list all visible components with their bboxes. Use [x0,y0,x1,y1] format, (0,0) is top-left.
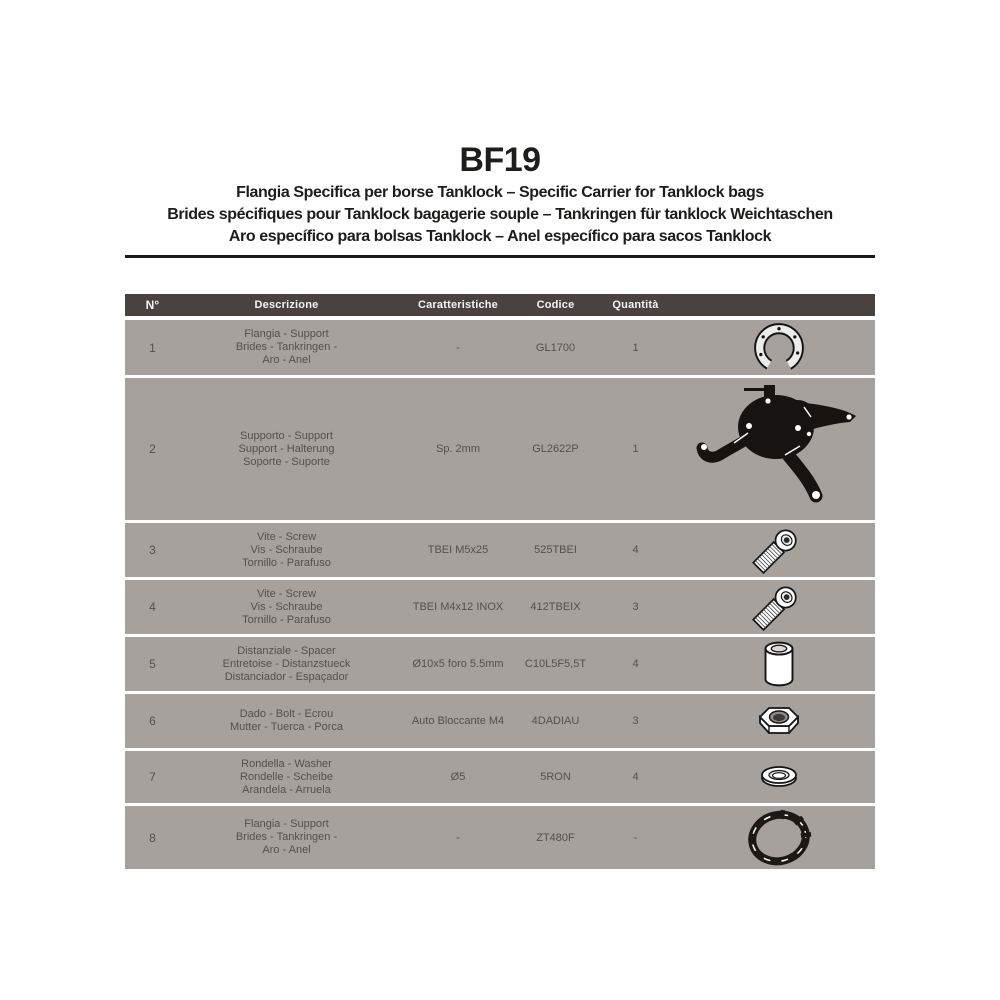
cell-icon [683,751,875,803]
document-header [0,0,1000,258]
cell-characteristics: Auto Bloccante M4 [411,715,505,727]
cell-characteristics: Ø5 [450,771,466,783]
description-line: Aro - Anel [262,354,311,366]
cell-characteristics: - [456,831,460,844]
screw-icon [750,523,808,577]
cell-code: GL2622P [532,443,579,455]
description-line: Supporto - Support [240,429,333,442]
description-line: Support - Halterung [238,442,335,455]
cell-description [180,751,393,803]
cell-code: 412TBEIX [530,601,581,613]
description-line: Flangia - Support [244,818,329,830]
cell-quantity: - [633,831,638,844]
cell-part-number: 7 [149,770,156,784]
description-line: Vite - Screw [256,530,317,543]
spacer-icon [760,638,798,690]
header-cell-characteristics: Caratteristiche [417,299,499,311]
cell-quantity: 1 [632,341,639,354]
cell-description [180,806,393,869]
description-line: Rondella - Washer [241,757,332,770]
cell-part-number: 8 [149,830,156,845]
cell-characteristics: Ø10x5 foro 5.5mm [412,658,504,670]
description-line: Mutter - Tuerca - Porca [229,721,344,733]
cell-code: 525TBEI [534,544,577,556]
header-cell-quantity: Quantità [612,299,659,311]
description-line: Tornillo - Parafuso [242,613,331,626]
washer-icon [757,764,801,790]
description-line: Flangia - Support [244,328,329,340]
description-line: Dado - Bolt - Ecrou [239,708,334,720]
description-line: Rondelle - Scheibe [240,770,333,783]
subtitle-line: Brides spécifiques pour Tanklock bagagerie souple – Tankringen für tanklock Weichtaschen [167,206,833,223]
table-row [125,580,875,634]
description-line: Aro - Anel [262,844,311,856]
screw-icon [750,580,808,634]
cell-quantity: 4 [632,658,639,670]
cell-code: ZT480F [536,831,575,844]
cell-characteristics: - [456,341,460,354]
cell-code: C10L5F5,5T [524,658,587,670]
cell-characteristics: TBEI M4x12 INOX [412,601,504,613]
cell-description [180,694,393,748]
subtitle-block [0,182,1000,248]
lock-ring-icon [741,806,817,870]
cell-part-number: 5 [149,657,156,671]
cell-icon [683,637,875,691]
cell-quantity: 3 [632,601,639,613]
table-header-row [125,294,875,316]
description-line: Soporte - Suporte [243,455,330,468]
cell-icon [683,378,875,520]
page-title: BF19 [459,141,541,179]
description-line: Distanciador - Espaçador [224,670,349,683]
cell-code: 4DADIAU [531,715,580,727]
header-cell-icon [683,294,875,316]
description-line: Distanziale - Spacer [237,644,336,657]
cell-description [180,580,393,634]
cell-quantity: 1 [632,443,639,455]
cell-code: GL1700 [535,341,576,354]
cell-quantity: 4 [632,544,639,556]
cell-part-number: 2 [149,442,156,456]
cell-icon [683,320,875,375]
header-cell-code: Codice [536,299,575,311]
parts-table [125,294,875,869]
header-cell-description: Descrizione [254,298,319,311]
cell-description [180,637,393,691]
cell-part-number: 3 [149,543,156,557]
description-line: Entretoise - Distanzstueck [222,657,351,670]
cell-quantity: 3 [632,715,639,727]
cell-icon [683,694,875,748]
cell-characteristics: Sp. 2mm [435,443,480,455]
header-cell-number: N° [145,298,160,312]
description-line: Vis - Schraube [250,543,323,556]
cell-icon [683,523,875,577]
table-row [125,806,875,869]
table-row [125,378,875,520]
cell-part-number: 1 [149,340,156,355]
hex-nut-icon [756,704,802,738]
open-flange-ring-icon [751,320,807,376]
cell-icon [683,806,875,869]
description-line: Vis - Schraube [250,600,323,613]
description-line: Arandela - Arruela [242,783,331,796]
cell-characteristics: TBEI M5x25 [427,544,489,556]
cell-quantity: 4 [632,771,639,783]
divider-rule [125,255,875,258]
cell-icon [683,580,875,634]
table-row [125,751,875,803]
cell-part-number: 4 [149,600,156,614]
table-row [125,637,875,691]
table-row [125,694,875,748]
subtitle-line: Aro específico para bolsas Tanklock – Anel específico para sacos Tanklock [228,228,772,245]
support-bracket-icon [690,381,868,517]
cell-description [180,523,393,577]
cell-description [180,378,393,520]
cell-code: 5RON [540,771,571,783]
table-row [125,523,875,577]
description-line: Tornillo - Parafuso [242,556,331,569]
table-row [125,320,875,375]
subtitle-line: Flangia Specifica per borse Tanklock – Specific Carrier for Tanklock bags [236,184,764,201]
cell-description [180,320,393,375]
description-line: Vite - Screw [256,587,317,600]
description-line: Brides - Tankringen - [235,831,338,843]
cell-part-number: 6 [149,714,156,728]
description-line: Brides - Tankringen - [235,341,338,353]
